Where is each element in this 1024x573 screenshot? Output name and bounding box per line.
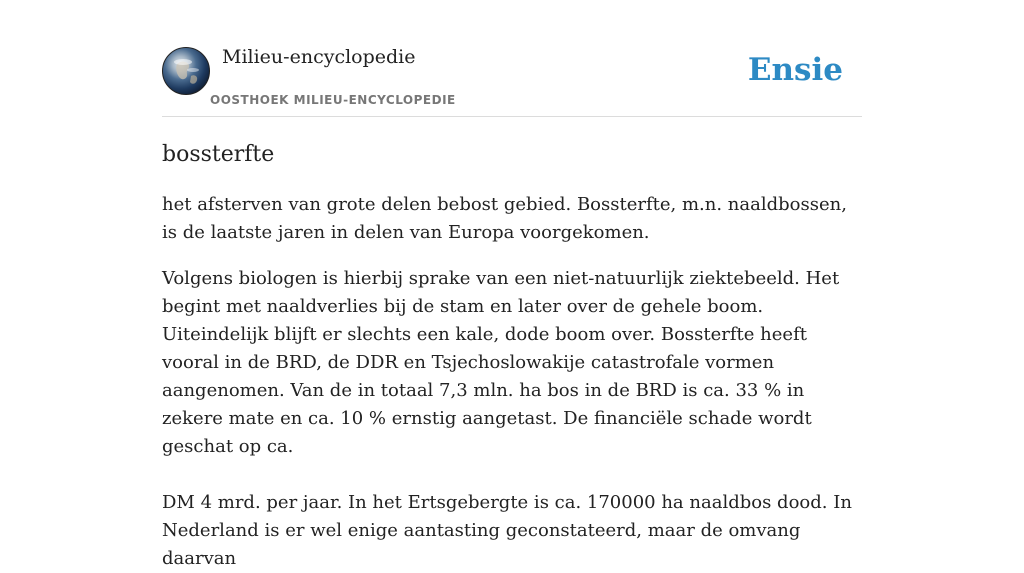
entry-paragraph: DM 4 mrd. per jaar. In het Ertsgebergte is ca. 170000 ha naaldbos dood. In Nederland is er wel enige aantasting geconstateerd, maar de omvang daarvan xyxy=(162,492,852,569)
entry-paragraph: Volgens biologen is hierbij sprake van een niet-natuurlijk ziektebeeld. Het begint met naaldverlies bij de stam en later over de gehele boom. Uiteindelijk blijft er slechts een kale, dode boom over. Bossterfte heeft vooral in de BRD, de DDR en Tsjechoslowakije catastrofale vormen aangenomen. Van de in totaal 7,3 mln. ha bos in de BRD is ca. 33 % in zekere mate en ca. 10 % ernstig aangetast. De financiële schade wordt geschat op ca. xyxy=(162,268,840,457)
ensie-brand-logo[interactable]: Ensie xyxy=(747,52,843,88)
entry-paragraph: het afsterven van grote delen bebost gebied. Bossterfte, m.n. naaldbossen, is de laatste jaren in delen van Europa voorgekomen. xyxy=(162,194,847,243)
earth-globe-icon[interactable] xyxy=(162,47,210,95)
site-header xyxy=(162,0,862,117)
site-subtitle: OOSTHOEK MILIEU-ENCYCLOPEDIE xyxy=(210,93,456,107)
entry-term-title: bossterfte xyxy=(162,142,275,167)
site-title[interactable]: Milieu-encyclopedie xyxy=(222,46,416,68)
entry-content xyxy=(162,139,862,573)
